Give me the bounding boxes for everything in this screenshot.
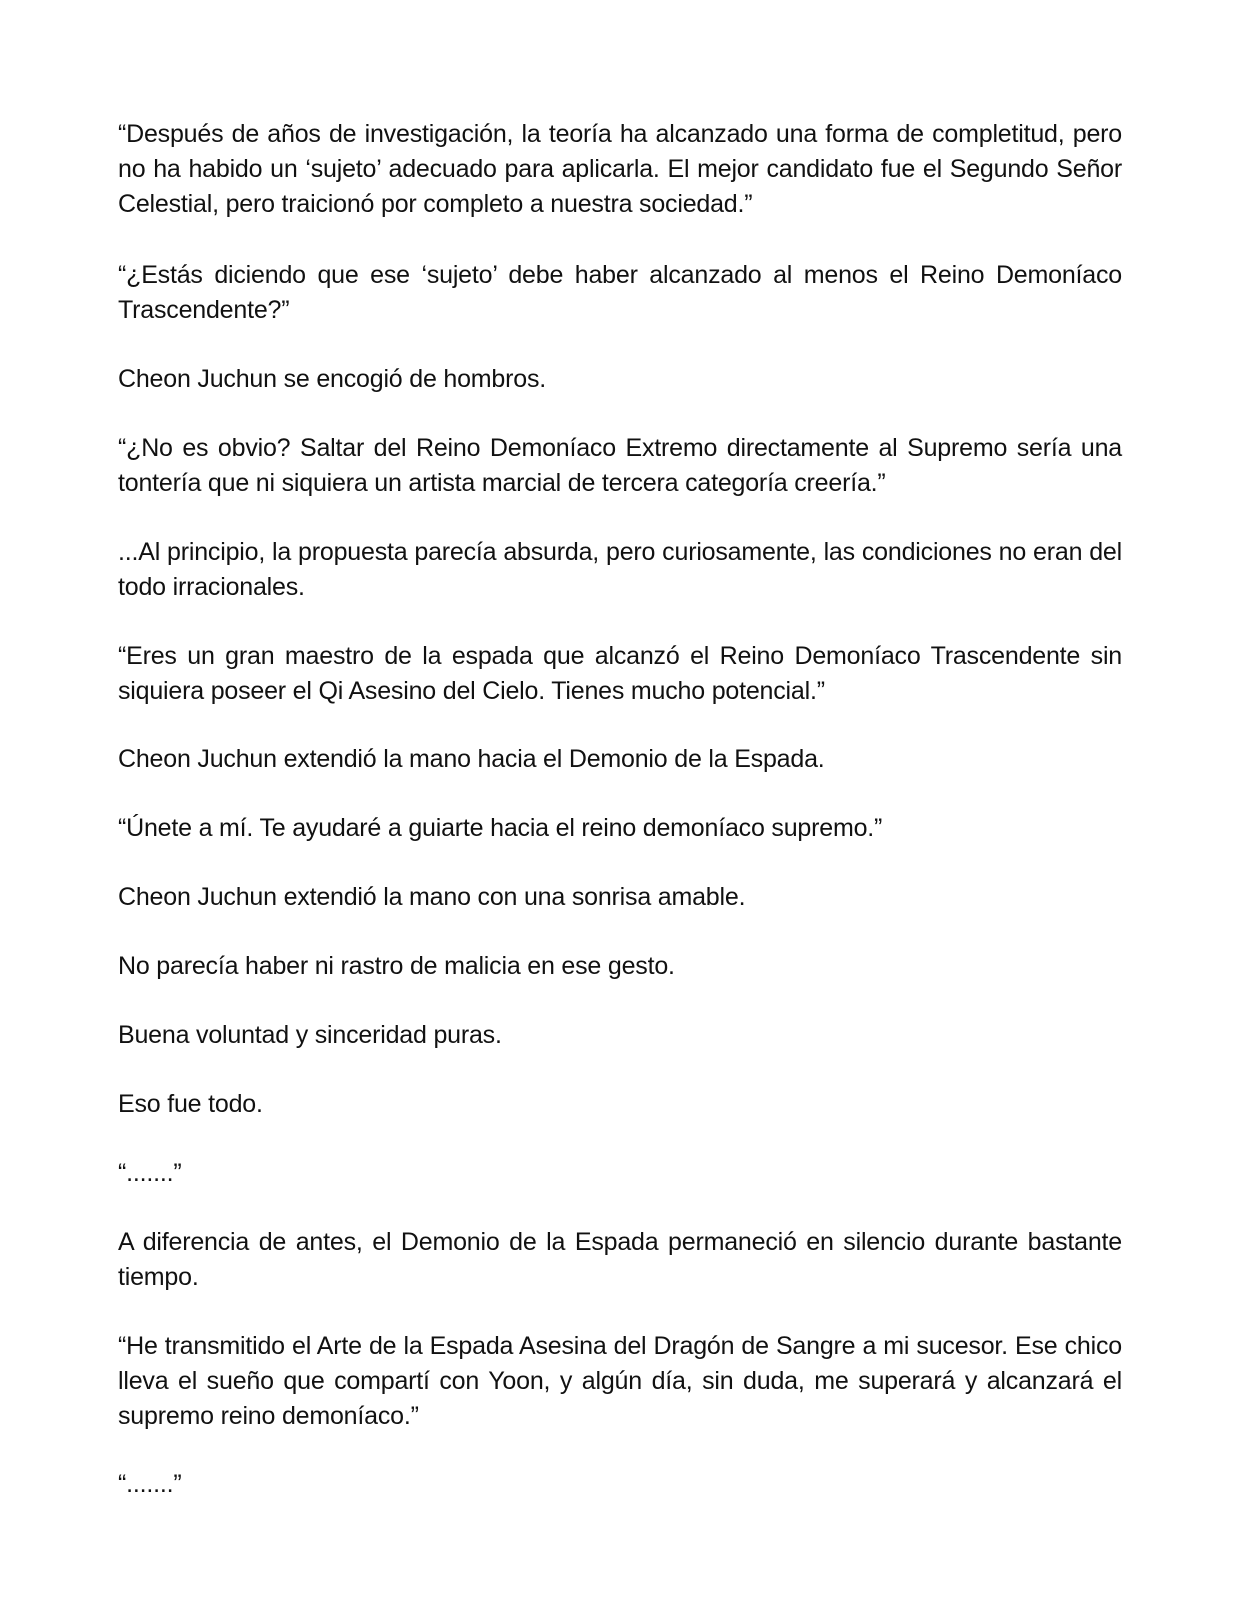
paragraph: “¿No es obvio? Saltar del Reino Demoníaco Extremo directamente al Supremo sería una tontería que ni siquiera un artista marcial de tercera categoría creería.” bbox=[118, 434, 1122, 497]
paragraph: “Únete a mí. Te ayudaré a guiarte hacia el reino demoníaco supremo.” bbox=[118, 814, 883, 842]
paragraph: No parecía haber ni rastro de malicia en ese gesto. bbox=[118, 952, 675, 980]
paragraph: Cheon Juchun se encogió de hombros. bbox=[118, 365, 547, 393]
paragraph: ...Al principio, la propuesta parecía absurda, pero curiosamente, las condiciones no eran del todo irracionales. bbox=[118, 538, 1122, 601]
paragraph: Cheon Juchun extendió la mano con una sonrisa amable. bbox=[118, 883, 746, 911]
paragraph: Cheon Juchun extendió la mano hacia el Demonio de la Espada. bbox=[118, 745, 825, 773]
paragraph: Buena voluntad y sinceridad puras. bbox=[118, 1021, 502, 1049]
paragraph: “He transmitido el Arte de la Espada Asesina del Dragón de Sangre a mi sucesor. Ese chico lleva el sueño que compartí con Yoon, y algún día, sin duda, me superará y alcanzará el supremo reino demoníaco.” bbox=[118, 1332, 1122, 1430]
paragraph: “¿Estás diciendo que ese ‘sujeto’ debe haber alcanzado al menos el Reino Demoníaco Trascendente?” bbox=[118, 261, 1122, 324]
paragraph: “.......” bbox=[118, 1470, 182, 1498]
paragraph: Eso fue todo. bbox=[118, 1090, 263, 1118]
paragraph: A diferencia de antes, el Demonio de la Espada permaneció en silencio durante bastante tiempo. bbox=[118, 1228, 1122, 1291]
document-page bbox=[118, 0, 1122, 1619]
paragraph: “.......” bbox=[118, 1159, 182, 1187]
paragraph: “Eres un gran maestro de la espada que alcanzó el Reino Demoníaco Trascendente sin siquiera poseer el Qi Asesino del Cielo. Tienes mucho potencial.” bbox=[118, 642, 1122, 705]
paragraph: “Después de años de investigación, la teoría ha alcanzado una forma de completitud, pero no ha habido un ‘sujeto’ adecuado para aplicarla. El mejor candidato fue el Segundo Señor Celestial, pero traicionó por completo a nuestra sociedad.” bbox=[118, 120, 1122, 218]
